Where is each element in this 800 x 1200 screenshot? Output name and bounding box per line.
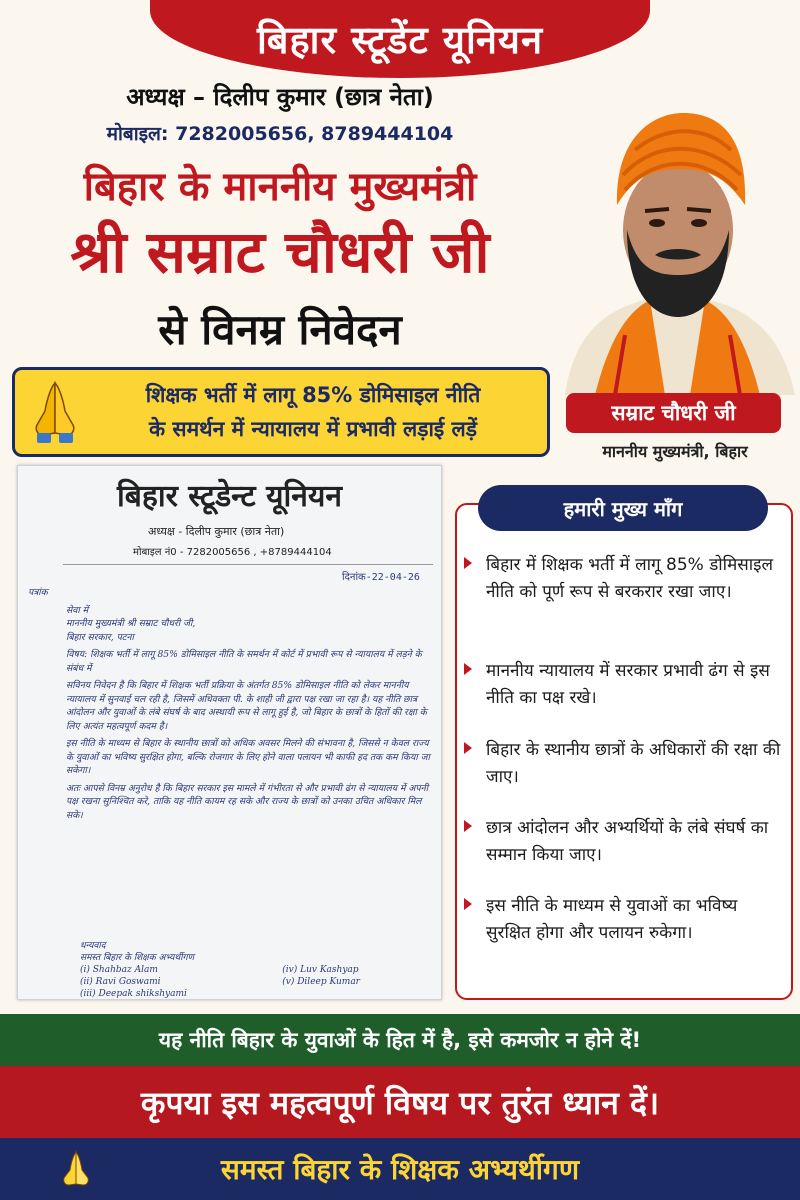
highlight-line-2: के समर्थन में न्यायालय में प्रभावी लड़ाई लड़ें: [148, 417, 478, 441]
letter-heading: बिहार स्टूडेन्ट यूनियन: [116, 479, 342, 514]
signatory: (ii) Ravi Goswami: [80, 977, 161, 987]
highlight-box: [12, 367, 550, 457]
footer-navy-text: समस्त बिहार के शिक्षक अभ्यर्थीगण: [220, 1153, 580, 1186]
demands-title: हमारी मुख्य माँग: [478, 485, 768, 531]
signatory: (iii) Deepak shikshyami: [80, 989, 187, 999]
footer-red-text: कृपया इस महत्वपूर्ण विषय पर तुरंत ध्यान दें।: [140, 1083, 660, 1122]
letter-paragraph: सविनय निवेदन है कि बिहार में शिक्षक भर्ती प्रक्रिया के अंतर्गत 85% डोमिसाइल नीति को लेकर माननीय न्यायालय में सुनवाई चल रही है, जिसमें अधिवक्ता पी. के शाही जी द्वारा पक्ष रखा जा रहा है। यह नीति छात्र आंदोलन और युवाओं के लंबे संघर्ष के बाद अस्थायी रूप से लागू हुई है, जो बिहार के छात्रों के हितों की रक्षा के लिए अत्यंत महत्वपूर्ण कदम है।: [66, 680, 427, 732]
letter-body: [28, 586, 434, 826]
footer-green-band: [0, 1014, 800, 1066]
bullet-icon: [464, 742, 472, 754]
demand-item: बिहार के स्थानीय छात्रों के अधिकारों की रक्षा की जाए।: [462, 737, 782, 791]
highlight-line-1: शिक्षक भर्ती में लागू 85% डोमिसाइल नीति: [145, 383, 481, 407]
demand-item: बिहार में शिक्षक भर्ती में लागू 85% डोमिसाइल नीति को पूर्ण रूप से बरकरार रखा जाए।: [462, 552, 782, 606]
portrait-name-badge: सम्राट चौधरी जी: [566, 393, 781, 433]
appeal-line-3: से विनम्र निवेदन: [158, 305, 402, 354]
appeal-line-1: बिहार के माननीय मुख्यमंत्री: [83, 164, 477, 210]
chief-minister-portrait: [555, 95, 800, 395]
union-title: बिहार स्टूडेंट यूनियन: [256, 18, 544, 62]
signatory: (v) Dileep Kumar: [282, 977, 360, 987]
letter-divider: [63, 564, 433, 565]
demand-item: माननीय न्यायालय में सरकार प्रभावी ढंग से इस नीति का पक्ष रखे।: [462, 658, 782, 712]
portrait-designation: माननीय मुख्यमंत्री, बिहार: [602, 442, 748, 461]
letter-paragraph: इस नीति के माध्यम से बिहार के स्थानीय छात्रों को अधिक अवसर मिलने की संभावना है, जिससे न केवल राज्य के युवाओं का भविष्य सुरक्षित होगा, बल्कि रोजगार के लिए होने वाला पलायन भी काफी हद तक कम किया जा सकेगा।: [66, 738, 430, 776]
letter-signed-by: समस्त बिहार के शिक्षक अभ्यर्थीगण: [80, 953, 195, 963]
letter-salutation: पत्रांक: [28, 587, 48, 598]
folded-hands-icon: [25, 377, 85, 447]
signatory: (i) Shahbaz Alam: [80, 965, 158, 975]
bullet-icon: [464, 557, 472, 569]
letter-president: अध्यक्ष - दिलीप कुमार (छात्र नेता): [148, 525, 285, 538]
bullet-icon: [464, 898, 472, 910]
demand-item: इस नीति के माध्यम से युवाओं का भविष्य सुरक्षित होगा और पलायन रुकेगा।: [462, 893, 782, 947]
handwritten-letter: [17, 465, 442, 1000]
appeal-line-2: श्री सम्राट चौधरी जी: [70, 218, 490, 286]
footer-green-text: यह नीति बिहार के युवाओं के हित में है, इसे कमजोर न होने दें!: [158, 1028, 642, 1052]
bullet-icon: [464, 820, 472, 832]
demand-item: छात्र आंदोलन और अभ्यर्थियों के लंबे संघर्ष का सम्मान किया जाए।: [462, 815, 782, 869]
letter-date: दिनांक-22-04-26: [342, 572, 420, 583]
letter-signature-block: [80, 940, 420, 1000]
president-line: अध्यक्ष – दिलीप कुमार (छात्र नेता): [126, 83, 434, 111]
bullet-icon: [464, 663, 472, 675]
letter-to-line: सेवा में: [66, 604, 89, 616]
letter-paragraph: अतः आपसे विनम्र अनुरोध है कि बिहार सरकार इस मामले में गंभीरता से और प्रभावी ढंग से न्यायालय में अपनी पक्ष रखना सुनिश्चित करे, ताकि यह नीति कायम रह सके और राज्य के छात्रों को उनका उचित अधिकार मिल सके।: [66, 782, 429, 821]
signatory: (iv) Luv Kashyap: [282, 965, 359, 975]
letter-to-line: माननीय मुख्यमंत्री श्री सम्राट चौधरी जी,: [66, 618, 196, 629]
header-banner: [150, 0, 650, 78]
footer-navy-band: [0, 1138, 800, 1200]
mobile-numbers: मोबाइल: 7282005656, 8789444104: [106, 123, 454, 145]
letter-to-line: बिहार सरकार, पटना: [66, 631, 134, 643]
letter-mobile: मोबाइल नं0 - 7282005656 , +8789444104: [133, 547, 332, 558]
letter-subject: विषय: शिक्षक भर्ती में लागू 85% डोमिसाइल नीति के समर्थन में कोर्ट में प्रभावी रूप से न्यायालय में लड़ने के संबंध में: [66, 649, 422, 674]
letter-closing: धन्यवाद: [80, 941, 106, 951]
footer-red-band: [0, 1066, 800, 1138]
folded-hands-icon: [58, 1150, 94, 1195]
